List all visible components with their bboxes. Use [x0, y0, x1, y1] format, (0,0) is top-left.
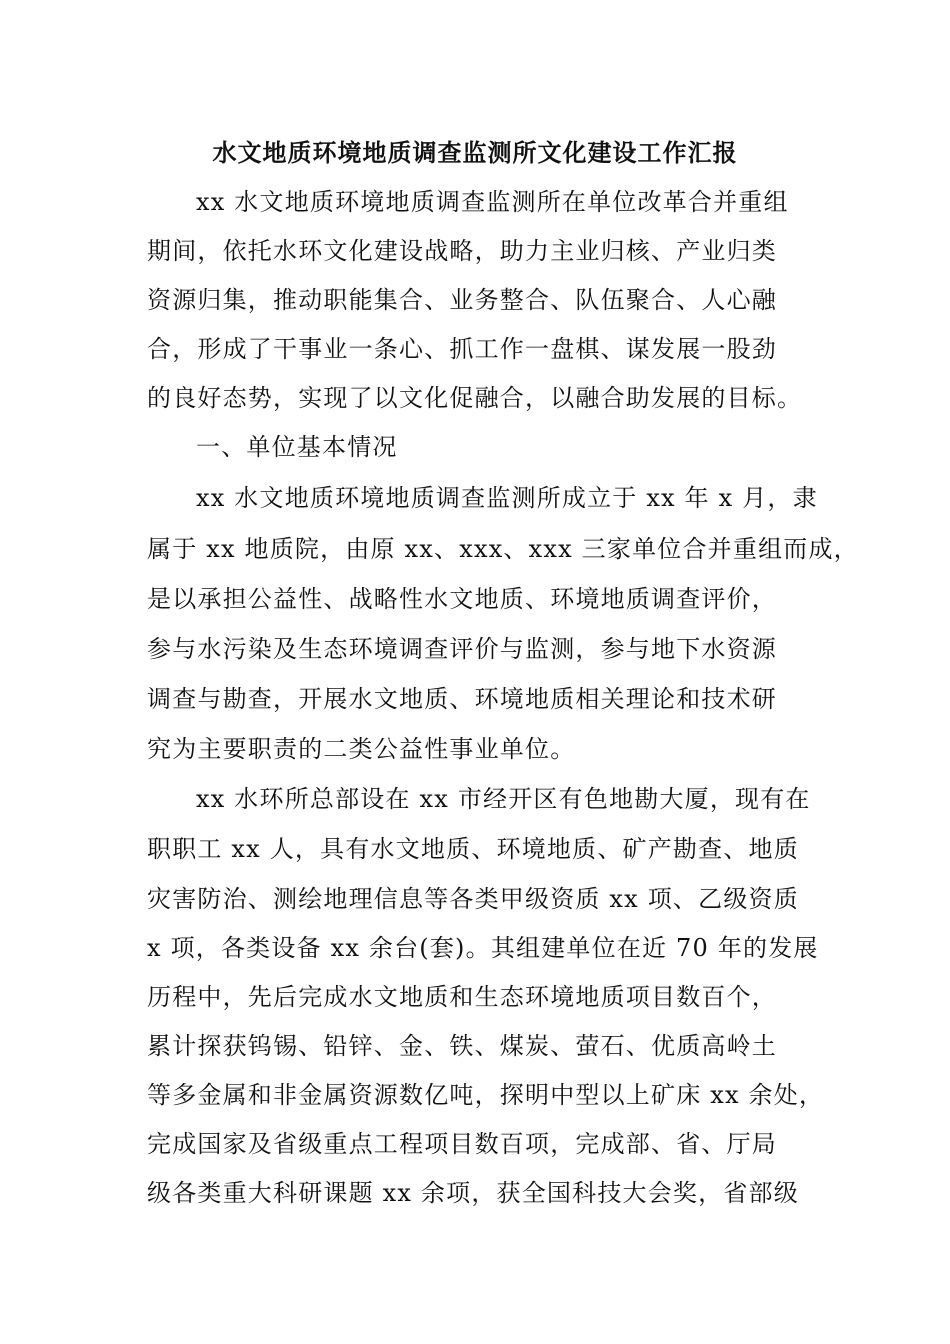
paragraph-line: 累计探获钨锡、铅锌、金、铁、煤炭、萤石、优质高岭土 [147, 1032, 777, 1060]
paragraph-line: 是以承担公益性、战略性水文地质、环境地质调查评价， [147, 585, 777, 613]
paragraph-line: 历程中，先后完成水文地质和生态环境地质项目数百个， [147, 983, 777, 1011]
paragraph-line: 等多金属和非金属资源数亿吨，探明中型以上矿床 xx 余处， [147, 1081, 825, 1109]
paragraph-line: xx 水环所总部设在 xx 市经开区有色地勘大厦，现有在 [196, 785, 811, 813]
document-title: 水文地质环境地质调查监测所文化建设工作汇报 [212, 138, 738, 167]
paragraph-line: x 项，各类设备 xx 余台(套)。其组建单位在近 70 年的发展 [147, 934, 819, 962]
paragraph-line: 的良好态势，实现了以文化促融合，以融合助发展的目标。 [147, 384, 803, 412]
paragraph-line: xx 水文地质环境地质调查监测所成立于 xx 年 x 月，隶 [196, 484, 818, 512]
paragraph-line: 参与水污染及生态环境调查评价与监测，参与地下水资源 [147, 635, 777, 663]
paragraph-line: 完成国家及省级重点工程项目数百项，完成部、省、厅局 [147, 1130, 777, 1158]
paragraph-line: 合，形成了干事业一条心、抓工作一盘棋、谋发展一股劲 [147, 335, 777, 363]
paragraph-line: xx 水文地质环境地质调查监测所在单位改革合并重组 [196, 188, 789, 216]
paragraph-line: 灾害防治、测绘地理信息等各类甲级资质 xx 项、乙级资质 [147, 885, 799, 913]
paragraph-line: 期间，依托水环文化建设战略，助力主业归核、产业归类 [147, 237, 777, 265]
paragraph-line: 属于 xx 地质院，由原 xx、xxx、xxx 三家单位合并重组而成， [147, 535, 859, 563]
paragraph-line: 级各类重大科研课题 xx 余项，获全国科技大会奖，省部级 [147, 1179, 799, 1207]
paragraph-line: 调查与勘查，开展水文地质、环境地质相关理论和技术研 [147, 685, 777, 713]
paragraph-line: 资源归集，推动职能集合、业务整合、队伍聚合、人心融 [147, 286, 777, 314]
section-heading: 一、单位基本情况 [196, 433, 398, 461]
paragraph-line: 究为主要职责的二类公益性事业单位。 [147, 735, 576, 763]
paragraph-line: 职职工 xx 人，具有水文地质、环境地质、矿产勘查、地质 [147, 835, 799, 863]
